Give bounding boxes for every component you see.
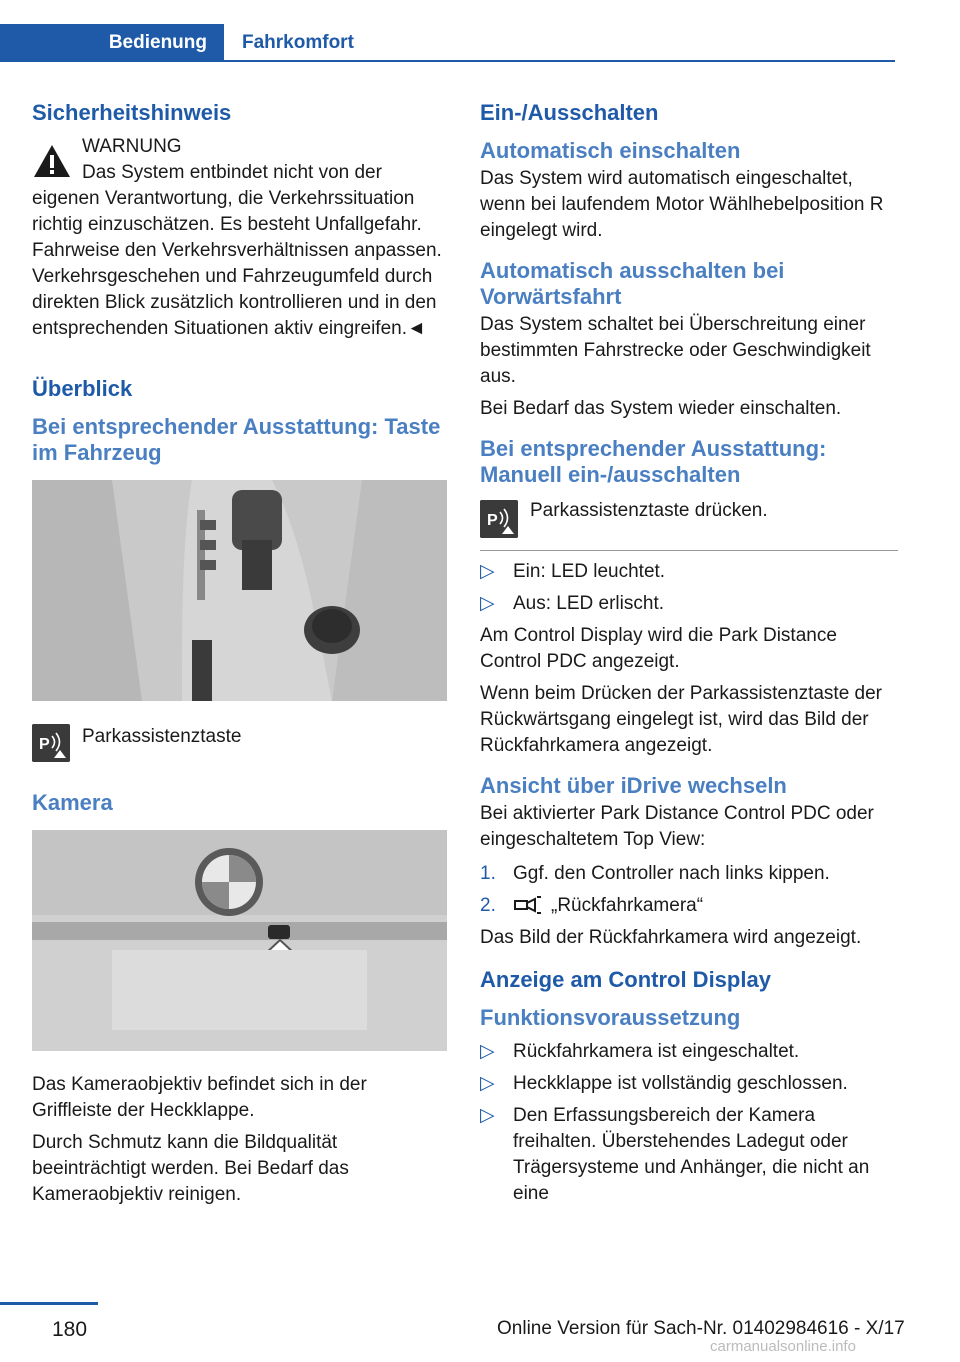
auto-off-text-2: Bei Bedarf das System wieder einschalten.: [480, 398, 842, 419]
center-console-photo: [32, 480, 447, 701]
requirements-heading: Funktionsvoraussetzung: [480, 1005, 741, 1030]
button-caption: Parkassistenztaste: [82, 726, 242, 747]
list-item: 1. Ggf. den Controller nach links kippen.: [480, 863, 830, 884]
overview-subheading: Bei entsprechender Ausstattung: Taste im Fahrzeug: [32, 414, 441, 465]
auto-off-heading: Automatisch ausschalten bei Vorwärtsfahrt: [480, 258, 785, 309]
camera-paragraph-2: Durch Schmutz kann die Bildqualität beeinträchtigt werden. Bei Bedarf das Kameraobjektiv reinigen.: [32, 1132, 349, 1205]
auto-on-text: Das System wird automatisch eingeschaltet, wenn bei laufendem Motor Wählhebelposition R eingelegt wird.: [480, 168, 884, 241]
warning-text: Das System entbindet nicht von der eigenen Verantwortung, die Verkehrssituation richtig einzuschätzen. Es besteht Unfallgefahr. Fahrweise den Verkehrsverhältnissen anpassen. Verkehrsgeschehen und Fahrzeugumfeld durch direkten Blick zusätzlich kontrollieren und in den entsprechenden Situationen aktiv eingreifen.◄: [32, 162, 442, 339]
idrive-heading: Ansicht über iDrive wechseln: [480, 773, 787, 798]
svg-text:P: P: [487, 512, 498, 529]
right-column: [480, 100, 898, 1213]
camera-paragraph-1: Das Kameraobjektiv befindet sich in der Griffleiste der Heckklappe.: [32, 1074, 367, 1121]
camera-heading: Kamera: [32, 790, 113, 815]
safety-heading: Sicherheitshinweis: [32, 100, 232, 125]
park-assist-button-icon: [32, 724, 70, 762]
onoff-heading: Ein-/Ausschalten: [480, 100, 659, 125]
auto-off-text: Das System schaltet bei Überschreitung einer bestimmten Fahrstrecke oder Geschwindigkeit aus.: [480, 314, 871, 387]
overview-heading: Überblick: [32, 376, 133, 401]
idrive-steps: [480, 861, 898, 919]
list-item: ▷ Ein: LED leuchtet.: [480, 561, 666, 582]
auto-on-heading: Automatisch einschalten: [480, 138, 741, 163]
park-assist-button-icon-2: [480, 500, 518, 538]
list-item: ▷ Heckklappe ist vollständig geschlossen.: [480, 1073, 848, 1094]
tab-underline: [224, 60, 895, 62]
list-item: 2. „Rückfahrkamera“: [480, 895, 704, 916]
svg-text:P: P: [39, 736, 50, 753]
tab-bedienung[interactable]: Bedienung: [0, 24, 224, 62]
warning-label: WARNUNG: [82, 136, 182, 157]
page-number-bar: [0, 1302, 98, 1305]
list-item: ▷ Aus: LED erlischt.: [480, 593, 664, 614]
left-column: [32, 100, 450, 1214]
warning-triangle-icon: [32, 142, 72, 182]
manual-paragraph-2: Wenn beim Drücken der Parkassistenztaste der Rückwärtsgang eingelegt ist, wird das Bild der Rückfahrkamera angezeigt.: [480, 683, 882, 756]
manual-list: [480, 559, 898, 617]
tailgate-camera-photo: [32, 830, 447, 1051]
list-item: ▷ Rückfahrkamera ist eingeschaltet.: [480, 1041, 800, 1062]
watermark: carmanualsonline.info: [710, 1338, 856, 1355]
manual-heading: Bei entsprechender Ausstattung: Manuell ein-/ausschalten: [480, 436, 827, 487]
idrive-text: Bei aktivierter Park Distance Control PDC oder eingeschaltetem Top View:: [480, 803, 874, 850]
list-item: ▷ Den Erfassungsbereich der Kamera freihalten. Überstehendes Ladegut oder Trägersysteme und Anhänger, die nicht an eine: [480, 1105, 870, 1204]
requirements-list: [480, 1039, 898, 1207]
divider: [480, 550, 898, 551]
page-number: 180: [52, 1318, 88, 1341]
chapter-tabs: [0, 24, 895, 62]
footer-text: Online Version für Sach-Nr. 01402984616 - X/17: [497, 1318, 905, 1339]
idrive-result: Das Bild der Rückfahrkamera wird angezeigt.: [480, 927, 862, 948]
display-heading: Anzeige am Control Display: [480, 967, 771, 992]
manual-paragraph-1: Am Control Display wird die Park Distance Control PDC angezeigt.: [480, 625, 837, 672]
manual-instruction: Parkassistenztaste drücken.: [530, 500, 768, 521]
tab-fahrkomfort[interactable]: Fahrkomfort: [242, 32, 354, 53]
rear-camera-icon: [513, 893, 543, 915]
